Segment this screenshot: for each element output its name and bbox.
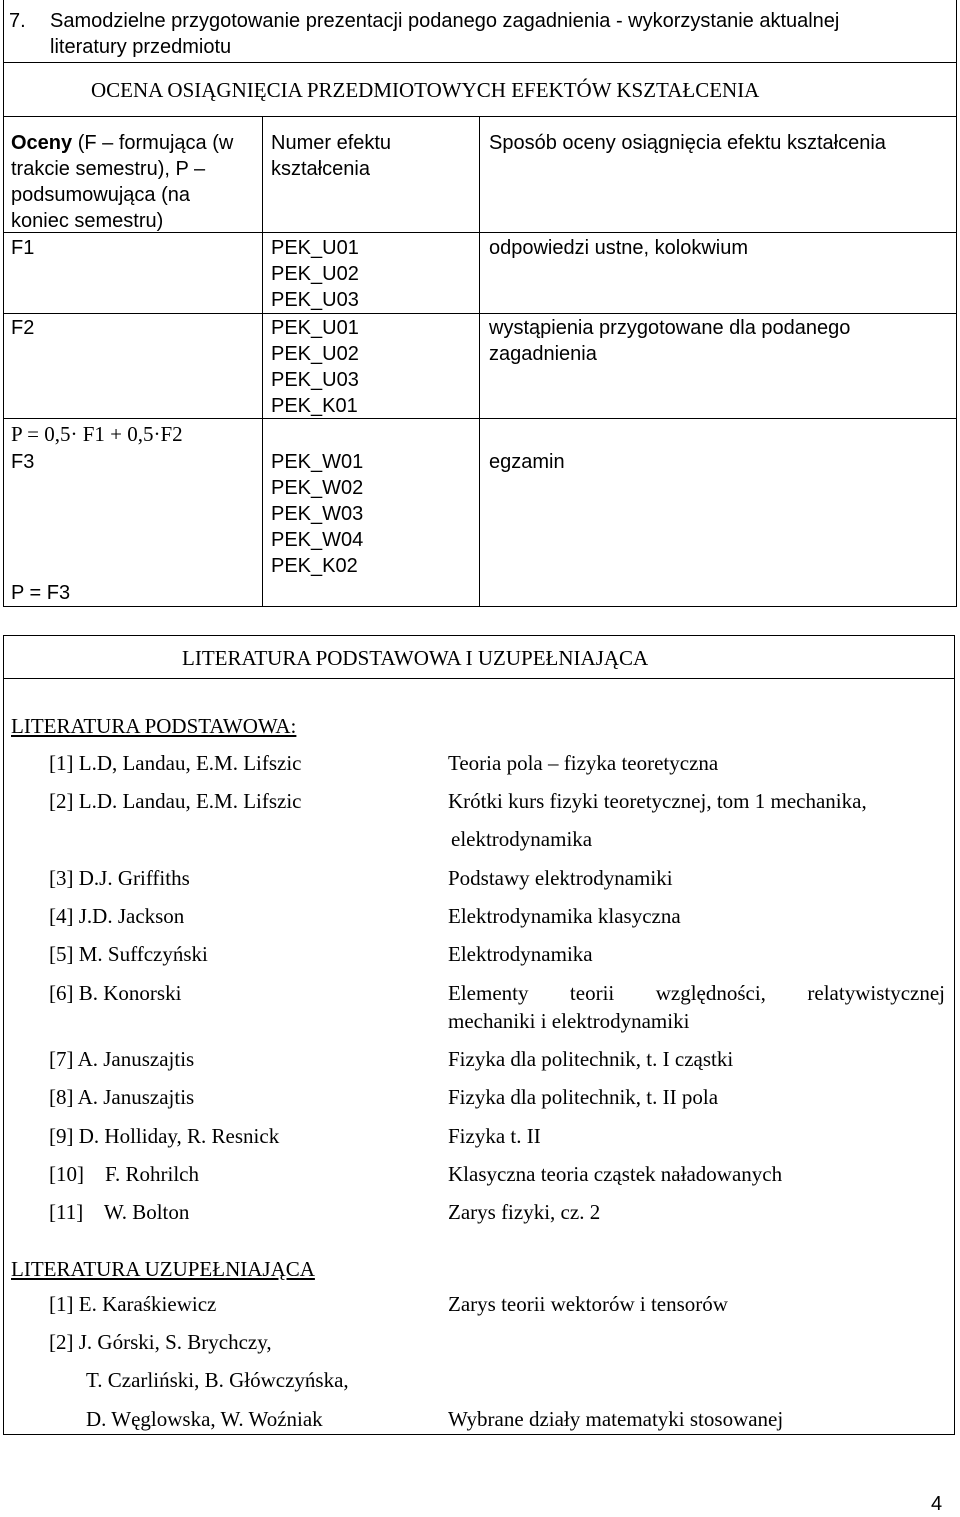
basic-title-4: Elektrodynamika klasyczna — [448, 904, 681, 928]
assessment-title: OCENA OSIĄGNIĘCIA PRZEDMIOTOWYCH EFEKTÓW KSZTAŁCENIA — [91, 78, 760, 102]
col-divider-1 — [262, 117, 263, 607]
header-grades — [11, 130, 256, 234]
method-f1: odpowiedzi ustne, kolokwium — [489, 237, 749, 259]
row-divider-f1 — [3, 313, 957, 314]
basic-author-2: [2] L.D. Landau, E.M. Lifszic — [49, 789, 302, 813]
basic-author-6: [6] B. Konorski — [49, 981, 182, 1005]
item7-line2: literatury przedmiotu — [50, 36, 232, 58]
supp-title-1: Zarys teorii wektorów i tensorów — [448, 1292, 728, 1316]
supp-author-2: [2] J. Górski, S. Brychczy, — [49, 1330, 272, 1354]
method-f2: wystąpienia przygotowane dla podanego zagadnienia — [489, 317, 851, 365]
effects-f2: PEK_U01 PEK_U02 PEK_U03 PEK_K01 — [271, 317, 359, 417]
grade-f2: F2 — [11, 317, 35, 339]
basic-title-1: Teoria pola – fizyka teoretyczna — [448, 751, 719, 775]
page-number: 4 — [931, 1493, 943, 1515]
item7-number: 7. — [9, 10, 26, 32]
header-method: Sposób oceny osiągnięcia efektu kształcenia — [489, 132, 886, 154]
basic-title-9: Fizyka t. II — [448, 1124, 541, 1148]
header-grades-rest: (F – formująca (w — [72, 132, 234, 154]
supp-author-1: [1] E. Karaśkiewicz — [49, 1292, 217, 1316]
basic-title-8: Fizyka dla politechnik, t. II pola — [448, 1085, 719, 1109]
effects-f3: PEK_W01 PEK_W02 PEK_W03 PEK_W04 PEK_K02 — [271, 451, 364, 577]
basic-title-2b: elektrodynamika — [451, 827, 593, 851]
grade-f1: F1 — [11, 237, 35, 259]
header-effect-number: Numer efektu kształcenia — [271, 132, 392, 180]
basic-title-3: Podstawy elektrodynamiki — [448, 866, 673, 890]
basic-title-11: Zarys fizyki, cz. 2 — [448, 1200, 601, 1224]
basic-author-1: [1] L.D, Landau, E.M. Lifszic — [49, 751, 302, 775]
basic-title-2: Krótki kurs fizyki teoretycznej, tom 1 mechanika, — [448, 789, 867, 813]
basic-author-3: [3] D.J. Griffiths — [49, 866, 190, 890]
header-grades-bold: Oceny — [11, 132, 73, 154]
basic-author-11: [11] W. Bolton — [49, 1200, 190, 1224]
basic-title-6: Elementy teorii względności, relatywistycznej — [448, 981, 945, 1005]
basic-author-8: [8] A. Januszajtis — [49, 1085, 195, 1109]
basic-title-7: Fizyka dla politechnik, t. I cząstki — [448, 1047, 734, 1071]
basic-author-4: [4] J.D. Jackson — [49, 904, 185, 928]
supp-author-2b: T. Czarliński, B. Główczyńska, — [86, 1368, 349, 1392]
grade-f3: F3 — [11, 451, 35, 473]
method-f3: egzamin — [489, 451, 565, 473]
basic-title-10: Klasyczna teoria cząstek naładowanych — [448, 1162, 783, 1186]
basic-author-10: [10] F. Rohrilch — [49, 1162, 199, 1186]
row-divider-f2 — [3, 418, 957, 419]
supp-author-2c: D. Węglowska, W. Woźniak — [86, 1407, 323, 1431]
basic-author-9: [9] D. Holliday, R. Resnick — [49, 1124, 280, 1148]
basic-title-5: Elektrodynamika — [448, 942, 593, 966]
basic-author-5: [5] M. Suffczyński — [49, 942, 208, 966]
literature-title: LITERATURA PODSTAWOWA I UZUPEŁNIAJĄCA — [182, 646, 649, 670]
col-divider-2 — [479, 117, 480, 607]
header-grades-lines: trakcie semestru), P – podsumowująca (na koniec semestru) — [11, 158, 206, 232]
basic-title-6b: mechaniki i elektrodynamiki — [448, 1009, 690, 1033]
formula-p1: P = 0,5· F1 + 0,5·F2 — [11, 422, 183, 446]
supp-literature-heading: LITERATURA UZUPEŁNIAJĄCA — [11, 1257, 315, 1281]
formula-p2: P = F3 — [11, 582, 71, 604]
basic-author-7: [7] A. Januszajtis — [49, 1047, 195, 1071]
basic-literature-heading: LITERATURA PODSTAWOWA: — [11, 714, 297, 738]
supp-title-2: Wybrane działy matematyki stosowanej — [448, 1407, 784, 1431]
effects-f1: PEK_U01 PEK_U02 PEK_U03 — [271, 237, 359, 311]
item7-line1: Samodzielne przygotowanie prezentacji podanego zagadnienia - wykorzystanie aktualnej — [50, 10, 840, 32]
